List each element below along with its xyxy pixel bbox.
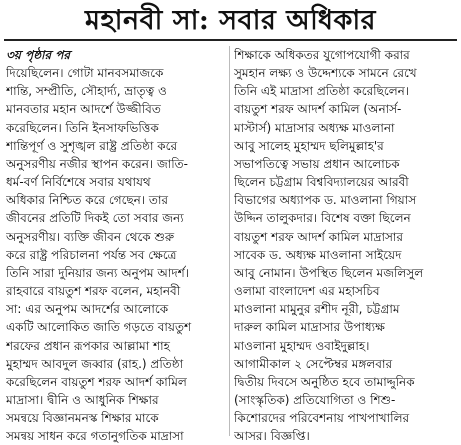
right-line: সুমহান লক্ষ্য ও উদ্দেশ্যকে সামনে রেখে: [234, 66, 417, 81]
left-line: দিয়েছিলেন। গোটা মানবসমাজকে: [6, 66, 164, 81]
left-line: অধিকার নিশ্চিত করে গেছেন। তার: [6, 193, 169, 208]
left-line: সমন্বয় সাধন করে গতানুগতিক মাদ্রাসা: [6, 429, 184, 444]
right-line: সভাপতিত্বে সভায় প্রধান আলোচক: [234, 156, 400, 171]
right-line: তিনি এই মাদ্রাসা প্রতিষ্ঠা করেছিলেন।: [234, 84, 410, 99]
left-line: করেছিলেন বায়তুশ শরফ আদর্শ কামিল: [6, 374, 187, 389]
right-line: ওলামা বাংলাদেশ এর মহাসচিব: [234, 284, 380, 299]
left-line: শান্তি, সম্প্রীতি, সৌহার্দ্য, ভ্রাতৃত্ব ও: [6, 84, 167, 99]
right-line: দ্বিতীয় দিবসে অনুষ্ঠিত হবে তামাদ্দুনিক: [234, 374, 415, 389]
right-line: ছিলেন চট্টগ্রাম বিশ্ববিদ্যালয়ের আরবী: [234, 175, 409, 190]
left-line: একটি আলোকিত জাতি গড়তে বায়তুশ: [6, 320, 192, 335]
left-line: মুহাম্মদ আবদুল জব্বার (রাহ.) প্রতিষ্ঠা: [6, 356, 184, 371]
left-line: জীবনের প্রতিটি দিকই তো সবার জন্য: [6, 211, 184, 226]
right-line: মাওলানা মামুনুর রশীদ নূরী, চট্টগ্রাম: [234, 302, 400, 317]
right-line: আবু সালেহ মুহাম্মদ ছলিমুল্লাহ'র: [234, 138, 384, 153]
left-line: শান্তিপূর্ণ ও সুশৃঙ্খল রাষ্ট্র প্রতিষ্ঠা করে: [6, 138, 178, 153]
left-line: অনুসরণীয় নজীর স্থাপন করেন। জাতি-: [6, 156, 189, 171]
left-line: রাহবারে বায়তুশ শরফ বলেন, মহানবী: [6, 284, 181, 299]
right-line: (সাংস্কৃতিক) প্রতিযোগিতা ও শিশু-: [234, 392, 396, 407]
left-line: করেছিলেন। তিনি ইনসাফভিত্তিক: [6, 120, 159, 135]
right-line: বিভাগের অধ্যাপক ড. মাওলানা গিয়াস: [234, 193, 417, 208]
left-line: সমন্বয়ে বিজ্ঞানমনস্ক শিক্ষার মাকে: [6, 411, 159, 426]
left-line: শরফের প্রধান রূপকার আল্লামা শাহ: [6, 338, 170, 353]
right-line: আবু নোমান। উপস্থিত ছিলেন মজলিসুল: [234, 265, 424, 280]
left-line: মানবতার মহান আদর্শে উজ্জীবিত: [6, 102, 161, 117]
right-line: বায়তুশ শরফ আদর্শ কামিল (অনার্স-: [234, 102, 402, 117]
right-line: মাওলানা মুহাম্মদ ওবাইদুল্লাহ।: [234, 338, 370, 353]
left-line: সা: এর অনুপম আদর্শের আলোকে: [6, 302, 169, 317]
right-line: আসর। বিজ্ঞপ্তি।: [234, 429, 310, 444]
right-line: সাবেক ড. অধ্যক্ষ মাওলানা সাইয়েদ: [234, 247, 402, 262]
left-column: [6, 46, 226, 445]
right-line: কিশোরদের পরিবেশনায় পাখপাখালির: [234, 411, 410, 426]
right-line: উদ্দিন তালুকদার। বিশেষ বক্তা ছিলেন: [234, 211, 411, 226]
right-line: বায়তুশ শরফ আদর্শ কামিল মাদ্রাসার: [234, 229, 403, 244]
left-line: অনুসরণীয়। ব্যক্তি জীবন থেকে শুরু: [6, 229, 175, 244]
left-line: মাদ্রাসা। দ্বীনি ও আধুনিক শিক্ষার: [6, 392, 159, 407]
right-line: দারুল কামিল মাদ্রাসার উপাধ্যক্ষ: [234, 320, 385, 335]
column-divider: [229, 46, 230, 436]
headline-rule: [4, 39, 457, 41]
right-column: [234, 46, 456, 445]
headline: মহানবী সা: সবার অধিকার: [84, 5, 377, 36]
right-line: আগামীকাল ২ সেপ্টেম্বর মঙ্গলবার: [234, 356, 393, 371]
right-line: মাস্টার্স) মাদ্রাসার অধ্যক্ষ মাওলানা: [234, 120, 395, 135]
left-line: তিনি সারা দুনিয়ার জন্য অনুপম আদর্শ।: [6, 265, 190, 280]
continuation-kicker: ৩য় পৃষ্ঠার পর: [6, 48, 71, 62]
left-line: ধর্ম-বর্ণ নির্বিশেষে সবার যথাযথ: [6, 175, 151, 190]
left-line: করে রাষ্ট্র পরিচালনা পর্যন্ত সব ক্ষেত্রে: [6, 247, 177, 262]
right-line: শিক্ষাকে অধিকতর যুগোপযোগী করার: [234, 48, 410, 62]
